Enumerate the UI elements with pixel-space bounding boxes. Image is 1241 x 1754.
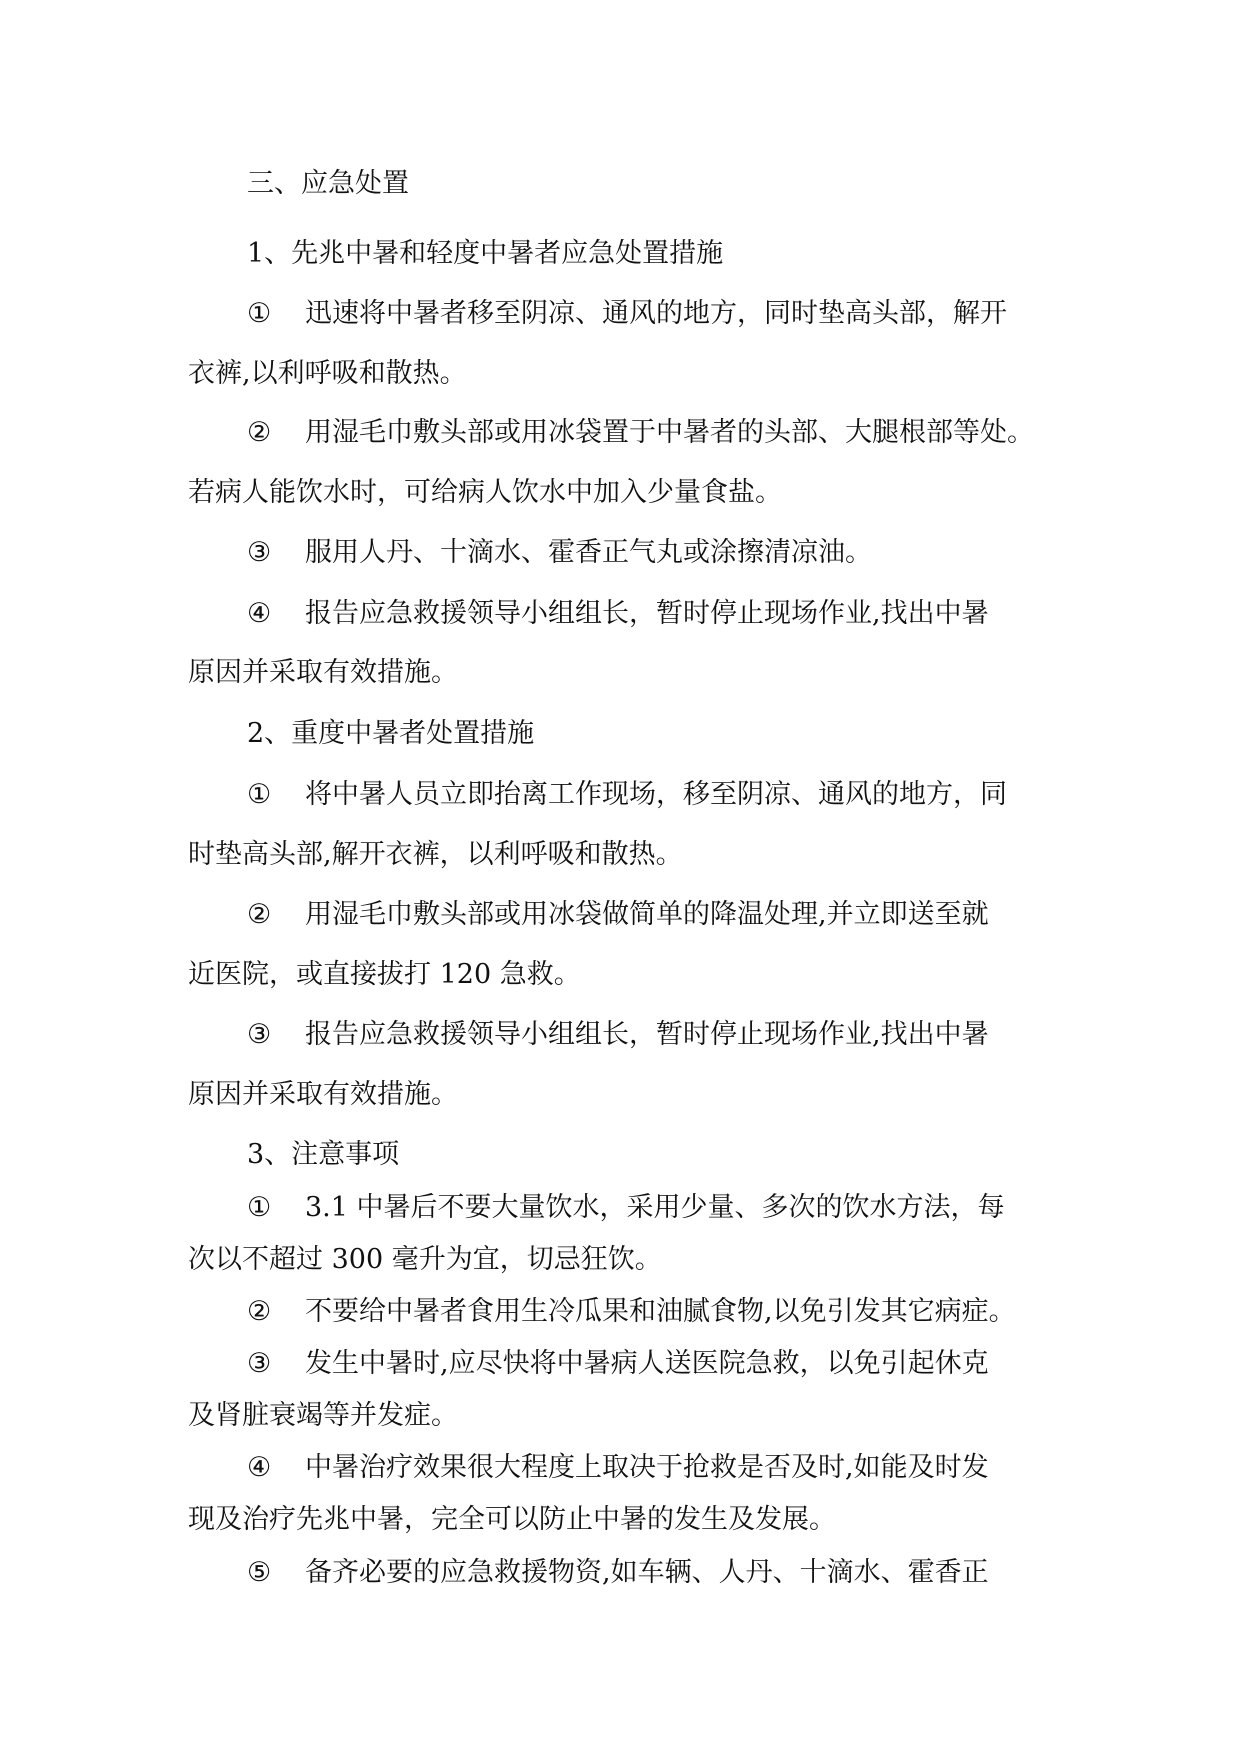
list-marker: ② [247, 1296, 272, 1327]
paragraph-3-4-line-2: 现及治疗先兆中暑，完全可以防止中暑的发生及发展。 [188, 1504, 836, 1535]
paragraph-2-1-line-1: ① 将中暑人员立即抬离工作现场，移至阴凉、通风的地方，同 [247, 777, 1007, 813]
list-marker: ② [247, 899, 272, 930]
paragraph-3-1-line-1: ① 3.1 中暑后不要大量饮水，采用少量、多次的饮水方法，每 [247, 1190, 1005, 1226]
paragraph-3-2-line-1: ② 不要给中暑者食用生冷瓜果和油腻食物,以免引发其它病症。 [247, 1294, 1016, 1330]
list-marker: ④ [247, 1452, 272, 1483]
list-marker: ③ [247, 537, 272, 568]
paragraph-3-5-line-1: ⑤ 备齐必要的应急救援物资,如车辆、人丹、十滴水、霍香正 [247, 1555, 989, 1591]
paragraph-1-4-line-2: 原因并采取有效措施。 [188, 657, 458, 688]
list-marker: ② [247, 417, 272, 448]
subsection-heading-1: 1、先兆中暑和轻度中暑者应急处置措施 [247, 238, 724, 269]
list-marker: ① [247, 1192, 272, 1223]
paragraph-3-3-line-2: 及肾脏衰竭等并发症。 [188, 1400, 458, 1431]
subsection-heading-2: 2、重度中暑者处置措施 [247, 718, 535, 749]
paragraph-1-2-line-1: ② 用湿毛巾敷头部或用冰袋置于中暑者的头部、大腿根部等处。 [247, 415, 1034, 451]
paragraph-2-1-line-2: 时垫高头部,解开衣裤，以利呼吸和散热。 [188, 839, 683, 870]
list-marker: ⑤ [247, 1557, 272, 1588]
subsection-heading-3: 3、注意事项 [247, 1139, 400, 1170]
paragraph-3-3-line-1: ③ 发生中暑时,应尽快将中暑病人送医院急救，以免引起休克 [247, 1346, 989, 1382]
paragraph-3-4-line-1: ④ 中暑治疗效果很大程度上取决于抢救是否及时,如能及时发 [247, 1450, 989, 1486]
list-marker: ③ [247, 1019, 272, 1050]
paragraph-1-1-line-1: ① 迅速将中暑者移至阴凉、通风的地方，同时垫高头部，解开 [247, 296, 1007, 332]
list-marker: ① [247, 779, 272, 810]
paragraph-1-3-line-1: ③ 服用人丹、十滴水、霍香正气丸或涂擦清凉油。 [247, 535, 872, 571]
paragraph-2-2-line-2: 近医院，或直接拔打 120 急救。 [188, 959, 581, 990]
paragraph-1-4-line-1: ④ 报告应急救援领导小组组长，暂时停止现场作业,找出中暑 [247, 596, 989, 632]
paragraph-2-2-line-1: ② 用湿毛巾敷头部或用冰袋做简单的降温处理,并立即送至就 [247, 897, 989, 933]
list-marker: ④ [247, 598, 272, 629]
paragraph-1-2-line-2: 若病人能饮水时，可给病人饮水中加入少量食盐。 [188, 477, 782, 508]
paragraph-1-1-line-2: 衣裤,以利呼吸和散热。 [188, 358, 467, 389]
list-marker: ③ [247, 1348, 272, 1379]
paragraph-2-3-line-2: 原因并采取有效措施。 [188, 1079, 458, 1110]
paragraph-3-1-line-2: 次以不超过 300 毫升为宜，切忌狂饮。 [188, 1244, 662, 1275]
paragraph-2-3-line-1: ③ 报告应急救援领导小组组长，暂时停止现场作业,找出中暑 [247, 1017, 989, 1053]
list-marker: ① [247, 298, 272, 329]
section-title: 三、应急处置 [247, 168, 409, 199]
